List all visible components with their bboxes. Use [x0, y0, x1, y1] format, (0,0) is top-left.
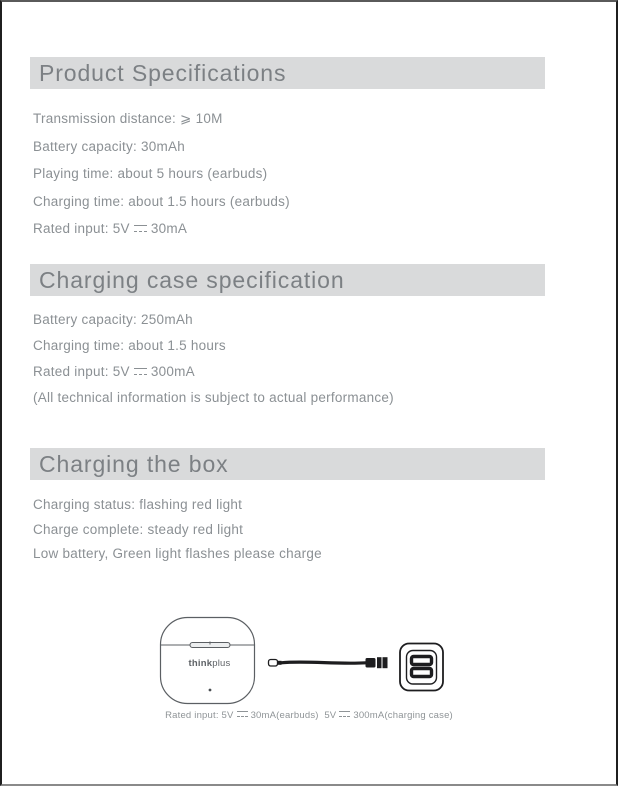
- caption-text: Rated input: 5V: [165, 710, 234, 721]
- usb-plug-small: [269, 660, 278, 667]
- wall-charger-illustration: [400, 644, 443, 691]
- dc-symbol-icon: [237, 711, 248, 717]
- spec-line: Playing time: about 5 hours (earbuds): [33, 166, 268, 181]
- case-hinge: [190, 642, 230, 648]
- section-title: Charging case specification: [39, 266, 345, 293]
- dc-symbol-icon: [134, 368, 147, 375]
- charging-case-illustration: [161, 618, 255, 704]
- spec-line: Charging status: flashing red light: [33, 497, 243, 512]
- caption-text: 30mA(earbuds) 5V: [250, 710, 337, 721]
- section-header-bar: [30, 57, 545, 89]
- section-charging-case-specification: [30, 264, 590, 414]
- spec-line-text: 300mA: [150, 364, 195, 379]
- case-led-dot: [209, 689, 212, 692]
- caption-text: 300mA(charging case): [353, 710, 453, 721]
- spec-line: [33, 362, 590, 381]
- section-header-bar: [30, 264, 545, 296]
- spec-line: Charging time: about 1.5 hours (earbuds): [33, 193, 290, 209]
- spec-line-text: 30mA: [150, 221, 188, 236]
- section-charging-the-box: [30, 448, 590, 569]
- spec-line: Charging time: about 1.5 hours: [33, 338, 226, 353]
- thinkplus-logo: thinkplus: [188, 658, 231, 669]
- section-title: Product Specifications: [39, 59, 287, 86]
- charging-illustration: [152, 614, 452, 709]
- dc-symbol-icon: [339, 711, 350, 717]
- usb-plug-large: [366, 657, 388, 668]
- section-product-specifications: [30, 57, 590, 247]
- spec-note: (All technical information is subject to actual performance): [33, 390, 394, 405]
- spec-line: Low battery, Green light flashes please charge: [33, 546, 322, 561]
- section-header-bar: [30, 448, 545, 480]
- usb-port-icon: [412, 669, 432, 677]
- spec-line: Battery capacity: 30mAh: [33, 138, 186, 154]
- section-title: Charging the box: [39, 450, 229, 477]
- illustration-caption: [2, 710, 616, 721]
- spec-line-text: Rated input: 5V: [33, 364, 130, 379]
- spec-line: Battery capacity: 250mAh: [33, 312, 193, 327]
- dc-symbol-icon: [134, 225, 147, 232]
- usb-cable-illustration: [269, 657, 388, 668]
- spec-line: Charge complete: steady red light: [33, 521, 244, 537]
- spec-line: Transmission distance: ⩾ 10M: [33, 111, 223, 126]
- usb-port-icon: [412, 657, 432, 665]
- spec-line: [33, 219, 590, 238]
- spec-line-text: Rated input: 5V: [33, 221, 130, 236]
